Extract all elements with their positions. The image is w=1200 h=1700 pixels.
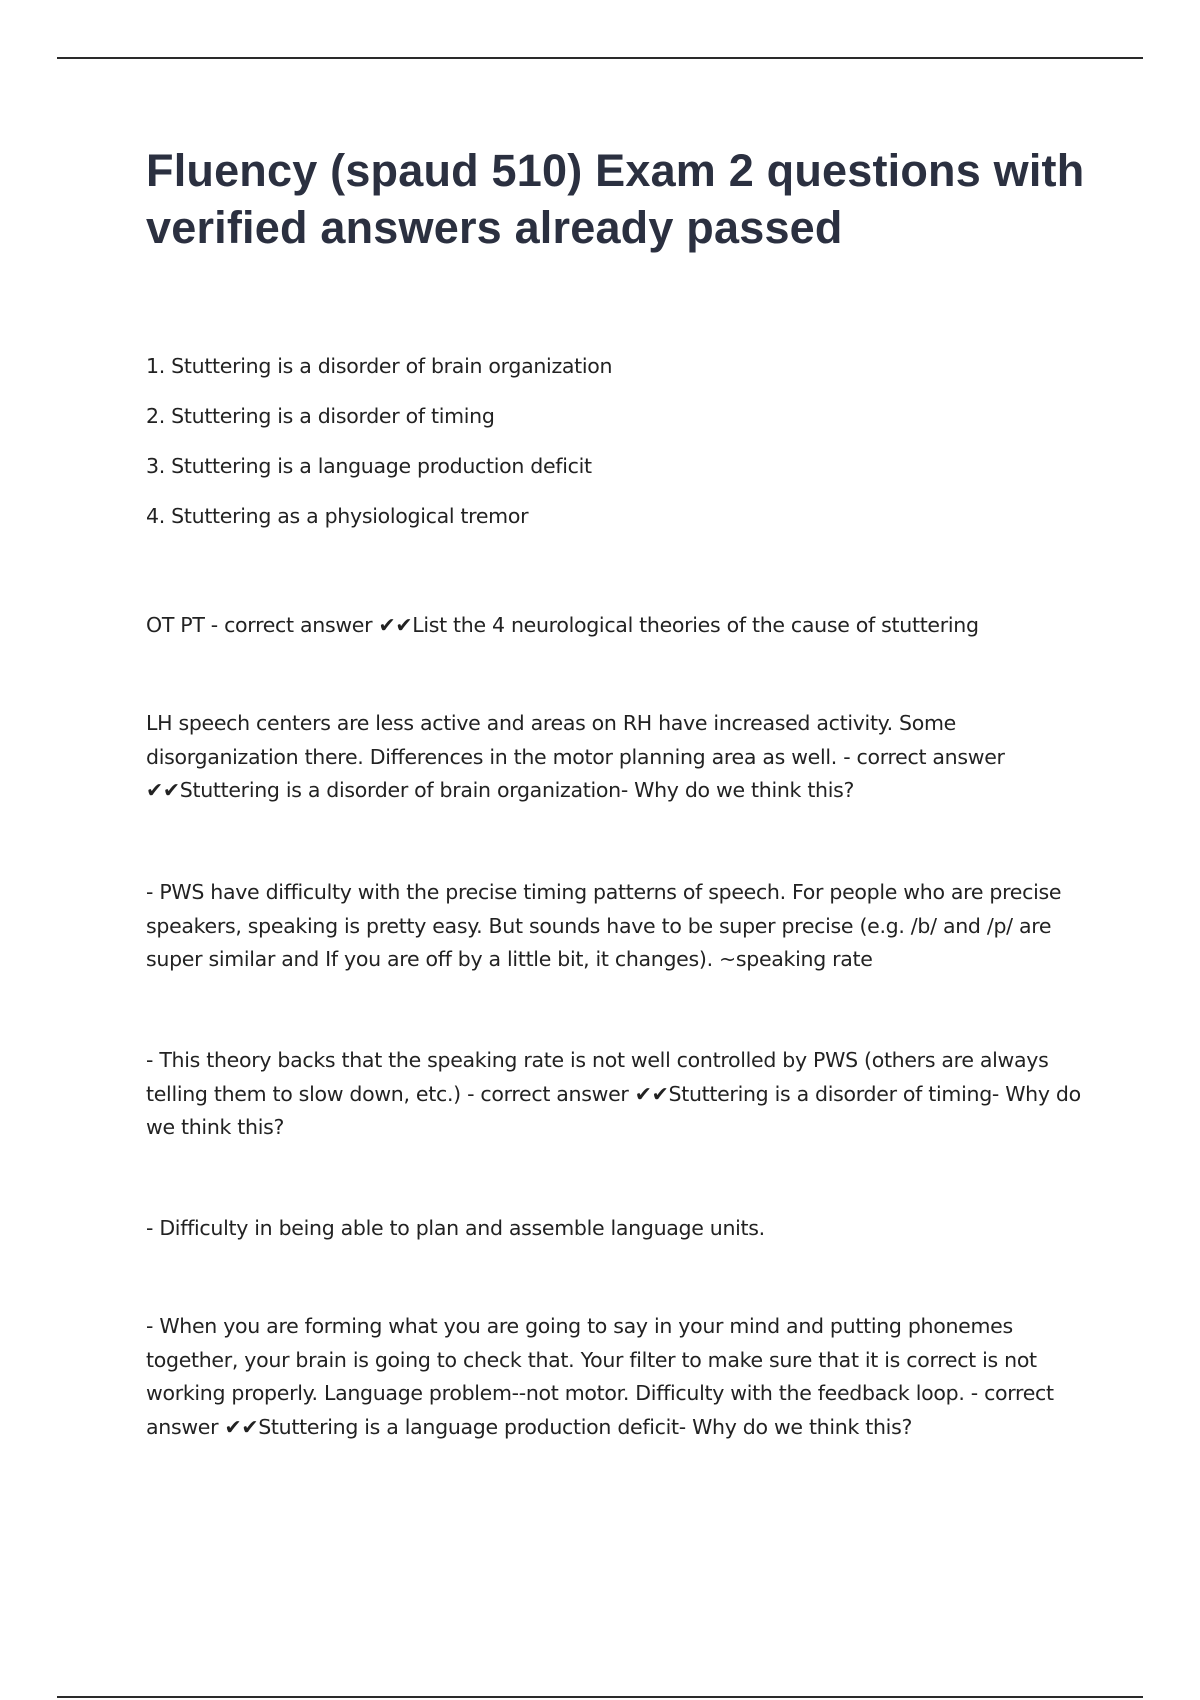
paragraph-answer: LH speech centers are less active and areas on RH have increased activity. Some disorganization there. Differences in the motor planning area as well. - correct answer ✔✔Stuttering is a disorder of brain organization- Why do we think this? (146, 711, 1005, 802)
paragraph-answer: - PWS have difficulty with the precise timing patterns of speech. For people who are precise speakers, speaking is pretty easy. But sounds have to be super precise (e.g. /b/ and /p/ are super similar and If you are off by a little bit, it changes). ~speaking rate (146, 880, 1062, 971)
theories-list (146, 352, 612, 552)
top-divider (57, 57, 1143, 59)
bottom-divider (57, 1696, 1143, 1698)
paragraph-answer: OT PT - correct answer ✔✔List the 4 neurological theories of the cause of stuttering (146, 613, 979, 637)
paragraph-answer: - This theory backs that the speaking rate is not well controlled by PWS (others are always telling them to slow down, etc.) - correct answer ✔✔Stuttering is a disorder of timing- Why do we think this? (146, 1048, 1081, 1139)
list-item: 2. Stuttering is a disorder of timing (146, 404, 495, 428)
document-title: Fluency (spaud 510) Exam 2 questions with verified answers already passed (146, 145, 1085, 253)
paragraph-answer: - Difficulty in being able to plan and assemble language units. (146, 1216, 765, 1240)
list-item: 1. Stuttering is a disorder of brain organization (146, 354, 613, 378)
list-item: 4. Stuttering as a physiological tremor (146, 504, 529, 528)
paragraph-answer: - When you are forming what you are going to say in your mind and putting phonemes together, your brain is going to check that. Your filter to make sure that it is correct is not working properly. Language problem--not motor. Difficulty with the feedback loop. - correct answer ✔✔Stuttering is a language production deficit- Why do we think this? (146, 1314, 1054, 1439)
list-item: 3. Stuttering is a language production deficit (146, 454, 592, 478)
page-content (146, 142, 1086, 1439)
